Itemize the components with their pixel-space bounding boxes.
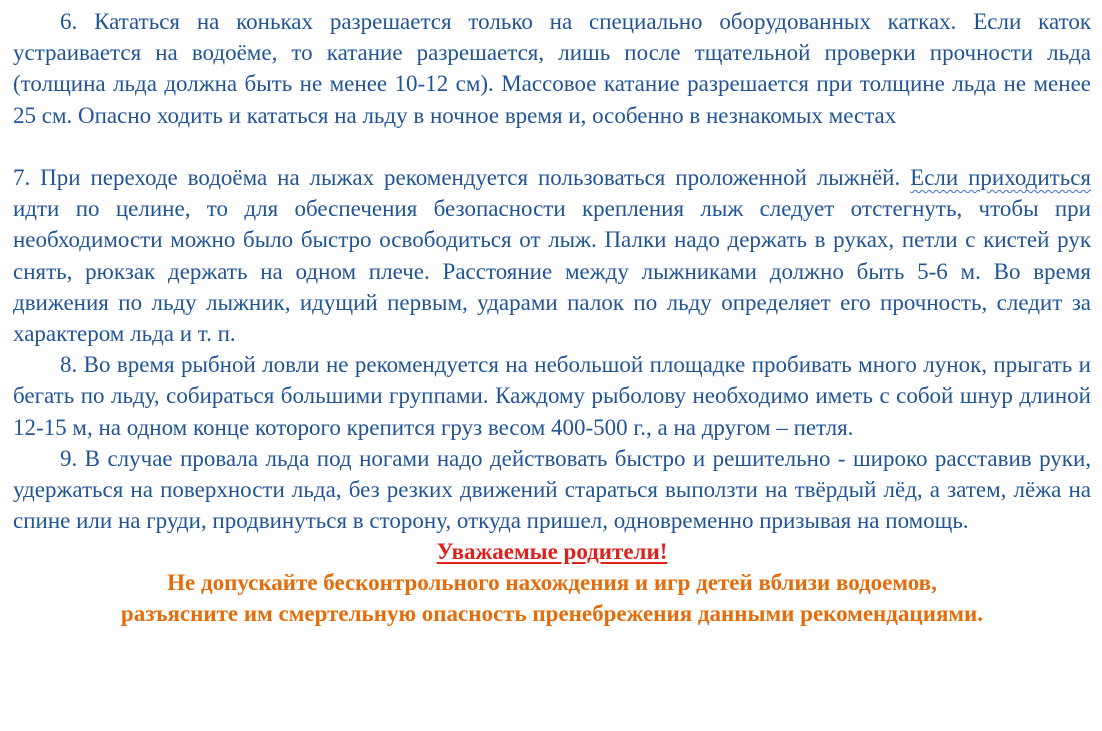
paragraph-8: 8. Во время рыбной ловли не рекомендуется на небольшой площадке пробивать много лунок, прыгать и бегать по льду, собираться большими группами. Каждому рыболову необходимо иметь с собой шнур длиной 12-15 м, на одном конце которого крепится груз весом 400-500 г., а на другом – петля. [13, 352, 1091, 440]
paragraph-9: 9. В случае провала льда под ногами надо действовать быстро и решительно - широко расставив руки, удержаться на поверхности льда, без резких движений стараться выползти на твёрдый лёд, а затем, лёжа на спине или на груди, продвинуться в сторону, откуда пришел, одновременно призывая на помощь. [13, 445, 1091, 534]
appeal-line-1: Не допускайте бесконтрольного нахождения и игр детей вблизи водоемов, [167, 570, 937, 596]
paragraph-7-end: идти по целине, то для обеспечения безопасности крепления лыж следует отстегнуть, чтобы при необходимости можно было быстро освободиться от лыж. Палки надо держать в руках, петли с кистей рук снять, рюкзак держать на одном плече. Расстояние между лыжниками должно быть 5-6 м. Во время движения по льду лыжник, идущий первым, ударами палок по льду определяет его прочность, следит за характером льда и т. п. [13, 196, 1091, 347]
appeal-line-2: разъясните им смертельную опасность пренебрежения данными рекомендациями. [120, 601, 984, 627]
blank-line [13, 131, 1091, 162]
document-page [13, 6, 1091, 629]
appeal-heading [13, 536, 1091, 567]
paragraph-6: 6. Кататься на коньках разрешается только на специально оборудованных катках. Если каток устраивается на водоёме, то катание разрешается, лишь после тщательной проверки прочности льда (толщина льда должна быть не менее 10-12 см). Массовое катание разрешается при толщине льда не менее 25 см. Опасно ходить и кататься на льду в ночное время и, особенно в незнакомых местах [13, 9, 1091, 128]
appeal-heading-text: Уважаемые родители! [436, 539, 668, 565]
paragraph-7 [13, 162, 1091, 349]
paragraph-7-start: 7. При переходе водоёма на лыжах рекомендуется пользоваться проложенной лыжнёй. [13, 165, 911, 190]
spellcheck-flagged-text[interactable]: Если приходиться [910, 165, 1092, 190]
